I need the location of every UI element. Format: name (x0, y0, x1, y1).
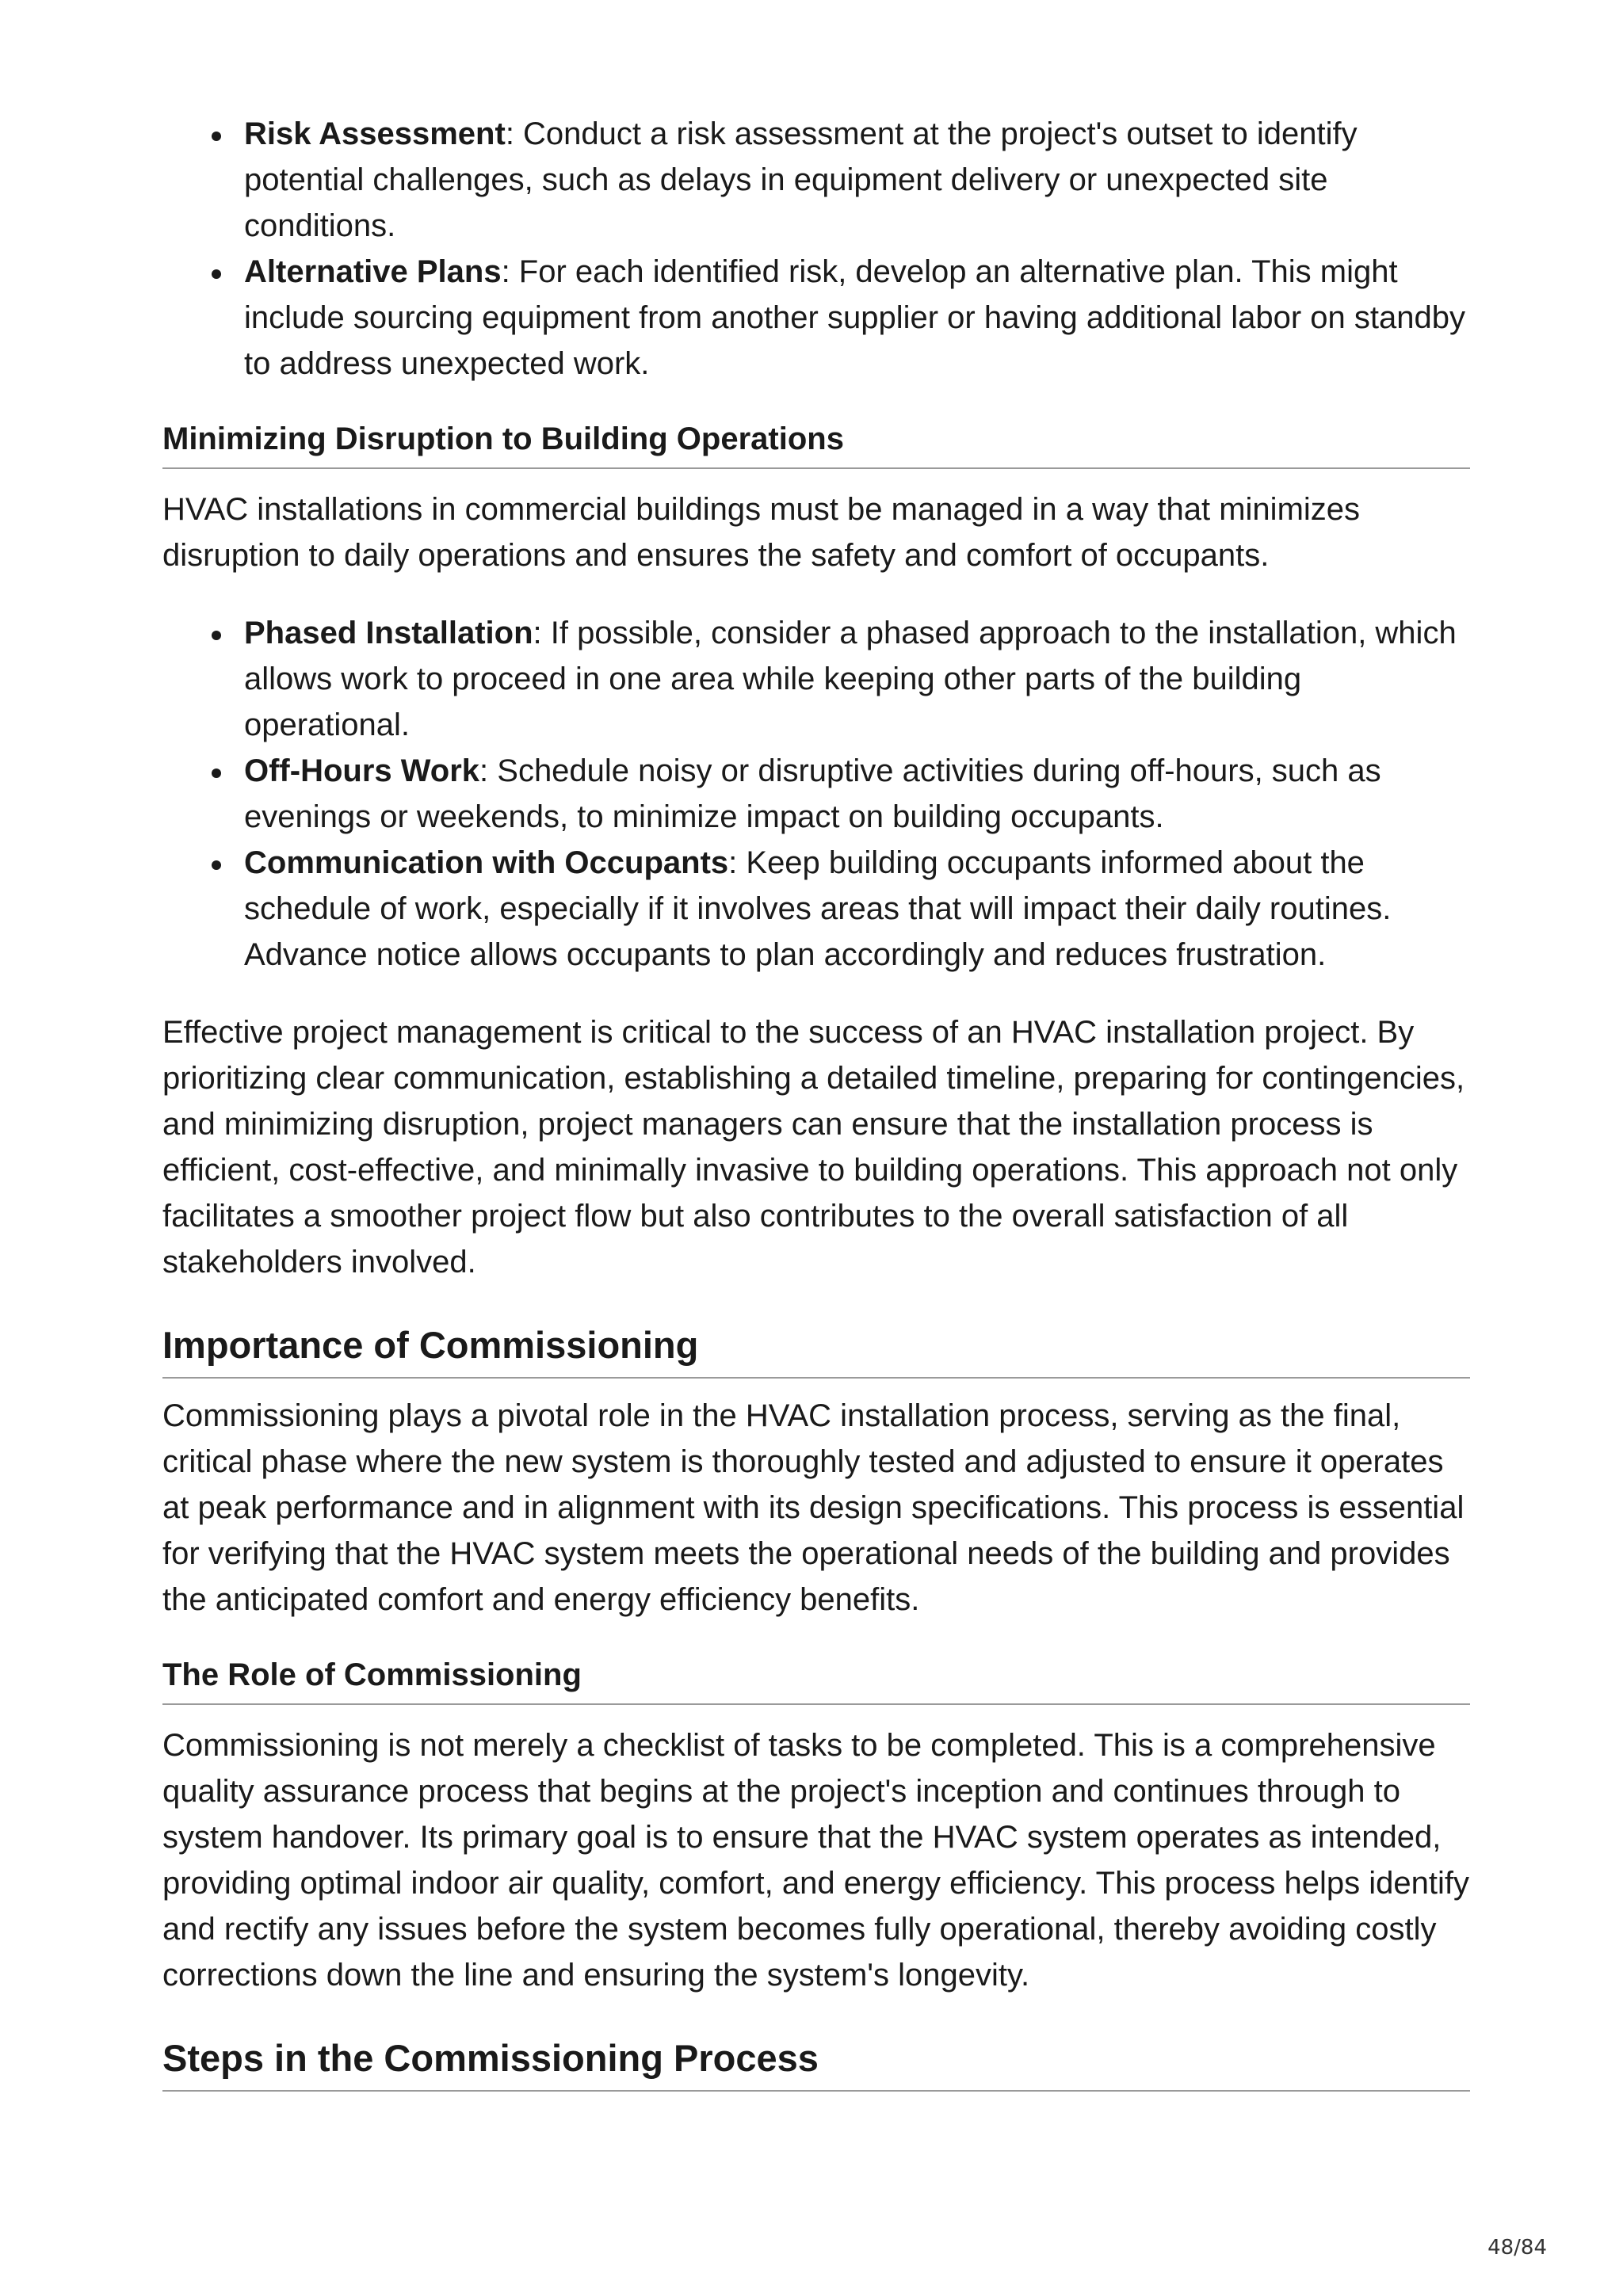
page-number: 48/84 (1487, 2236, 1547, 2260)
list-item-communication-with-occupants (244, 840, 1470, 978)
heading-steps-in-commissioning: Steps in the Commissioning Process (162, 2035, 1470, 2092)
heading-importance-of-commissioning: Importance of Commissioning (162, 1322, 1470, 1379)
paragraph-commissioning-intro: Commissioning plays a pivotal role in the HVAC installation process, serving as the final, critical phase where the new system is thoroughly tested and adjusted to ensure it operates at peak performance and in alignment with its design specifications. This process is essential for verifying that the HVAC system meets the operational needs of the building and provides the anticipated comfort and energy efficiency benefits. (162, 1398, 1465, 1617)
list-item-text: : Keep building occupants informed about the schedule of work, especially if it involves areas that will impact their daily routines. Advance notice allows occupants to plan accordingly and reduces frustration. (244, 845, 1392, 972)
list-item-phased-installation (244, 610, 1470, 748)
paragraph-conclusion: Effective project management is critical to the success of an HVAC installation project. By prioritizing clear communication, establishing a detailed timeline, preparing for contingencies, and minimizing disruption, project managers can ensure that the installation process is efficient, cost-effective, and minimally invasive to building operations. This approach not only facilitates a smoother project flow but also contributes to the overall satisfaction of all stakeholders involved. (162, 1015, 1465, 1280)
list-item-term: Alternative Plans (244, 254, 502, 289)
risk-list (162, 111, 1470, 387)
disruption-list (162, 610, 1470, 978)
paragraph-role-of-commissioning: Commissioning is not merely a checklist of tasks to be completed. This is a comprehensive quality assurance process that begins at the project's inception and continues through to system handover. Its primary goal is to ensure that the HVAC system operates as intended, providing optimal indoor air quality, comfort, and energy efficiency. This process helps identify and rectify any issues before the system becomes fully operational, thereby avoiding costly corrections down the line and ensuring the system's longevity. (162, 1728, 1469, 1993)
list-item-alternative-plans (244, 249, 1470, 387)
list-item-term: Phased Installation (244, 616, 533, 650)
paragraph-disruption-intro: HVAC installations in commercial buildings must be managed in a way that minimizes disruption to daily operations and ensures the safety and comfort of occupants. (162, 492, 1361, 573)
list-item-text: : Schedule noisy or disruptive activities during off-hours, such as evenings or weekends, to minimize impact on building occupants. (244, 753, 1381, 834)
document-page (162, 111, 1470, 2092)
list-item-term: Communication with Occupants (244, 845, 729, 880)
heading-minimizing-disruption: Minimizing Disruption to Building Operations (162, 418, 1470, 469)
list-item-text: : For each identified risk, develop an alternative plan. This might include sourcing equipment from another supplier or having additional labor on standby to address unexpected work. (244, 254, 1465, 381)
list-item-text: : Conduct a risk assessment at the project's outset to identify potential challenges, such as delays in equipment delivery or unexpected site conditions. (244, 116, 1358, 243)
list-item-risk-assessment (244, 111, 1470, 249)
list-item-term: Off-Hours Work (244, 753, 480, 788)
list-item-text: : If possible, consider a phased approach to the installation, which allows work to proceed in one area while keeping other parts of the building operational. (244, 616, 1457, 742)
list-item-off-hours-work (244, 748, 1470, 840)
heading-role-of-commissioning: The Role of Commissioning (162, 1654, 1470, 1705)
list-item-term: Risk Assessment (244, 116, 506, 151)
